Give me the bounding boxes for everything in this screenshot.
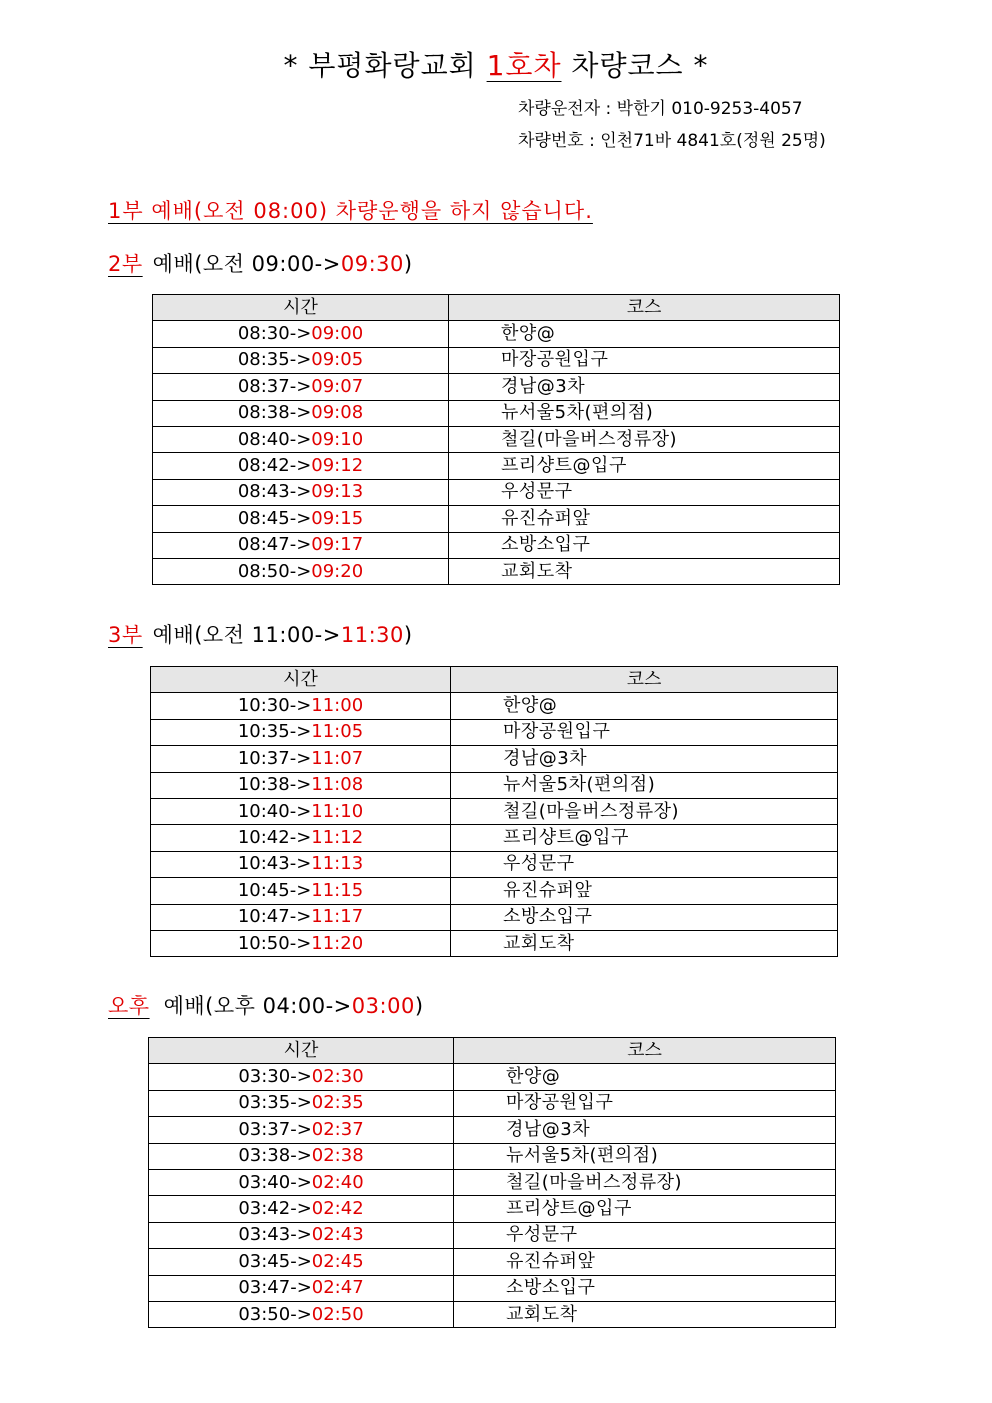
section-close: ) [403,252,413,276]
arrival-time: 11:20 [311,932,364,954]
departure-time: 10:47-> [237,906,312,928]
course-stop: 프리샹트@입구 [454,1196,836,1222]
table-row [151,930,838,956]
time-cell [151,825,451,851]
course-column-header: 코스 [451,667,838,693]
course-stop: 소방소입구 [449,532,840,558]
arrival-time: 09:15 [311,507,364,529]
course-stop: 철길(마을버스정류장) [454,1169,836,1195]
time-cell [151,798,451,824]
departure-time: 08:50-> [237,560,312,582]
table-row [149,1090,836,1116]
table-row [153,374,840,400]
table-row [151,904,838,930]
title-car-number: 1호차 [486,49,562,82]
table-row [149,1275,836,1301]
table-header-row [151,667,838,693]
departure-time: 08:47-> [237,534,312,556]
departure-time: 10:37-> [237,747,312,769]
departure-time: 10:40-> [237,800,312,822]
course-stop: 유진슈퍼앞 [454,1249,836,1275]
course-stop: 마장공원입구 [454,1090,836,1116]
time-cell [149,1275,454,1301]
arrival-time: 11:10 [311,800,364,822]
arrival-time: 02:50 [311,1303,364,1325]
arrival-time: 11:13 [311,853,364,875]
course-stop: 철길(마을버스정류장) [449,426,840,452]
section-label: 예배(오전 11:00-> [152,623,341,647]
time-cell [149,1301,454,1327]
time-cell [153,532,449,558]
table-row [153,321,840,347]
table-row [153,532,840,558]
time-cell [153,426,449,452]
arrival-time: 11:15 [311,879,364,901]
departure-time: 03:50-> [238,1303,312,1325]
departure-time: 03:40-> [238,1171,312,1193]
title-prefix: * 부평화랑교회 [283,49,487,82]
title-suffix: 차량코스 * [561,49,709,82]
table-row [153,347,840,373]
section-close: ) [414,994,424,1018]
table-row [151,878,838,904]
time-cell [149,1143,454,1169]
time-cell [153,347,449,373]
course-stop: 우성문구 [449,479,840,505]
section-end-time: 09:30 [340,252,404,276]
schedule-table-2bu [152,294,840,585]
departure-time: 03:45-> [238,1250,312,1272]
time-cell [151,930,451,956]
time-cell [149,1064,454,1090]
time-cell [149,1090,454,1116]
course-stop: 소방소입구 [454,1275,836,1301]
course-column-header: 코스 [454,1038,836,1064]
course-stop: 한양@ [451,693,838,719]
table-row [153,479,840,505]
table-row [149,1196,836,1222]
time-cell [153,453,449,479]
time-cell [153,400,449,426]
course-stop: 뉴서울5차(편의점) [451,772,838,798]
table-row [149,1064,836,1090]
time-column-header: 시간 [151,667,451,693]
table-row [151,693,838,719]
departure-time: 08:43-> [237,481,312,503]
table-row [153,558,840,584]
arrival-time: 02:45 [311,1250,364,1272]
time-cell [151,746,451,772]
time-cell [149,1196,454,1222]
time-cell [153,374,449,400]
course-stop: 유진슈퍼앞 [451,878,838,904]
departure-time: 03:38-> [238,1145,312,1167]
table-header-row [149,1038,836,1064]
arrival-time: 11:00 [311,695,364,717]
time-cell [151,693,451,719]
arrival-time: 09:07 [311,375,364,397]
course-stop: 프리샹트@입구 [449,453,840,479]
departure-time: 10:45-> [237,879,312,901]
section-close: ) [403,623,413,647]
table-header-row [153,295,840,321]
table-row [153,506,840,532]
section-heading-afternoon [108,990,424,1020]
departure-time: 03:35-> [238,1092,312,1114]
course-stop: 철길(마을버스정류장) [451,798,838,824]
arrival-time: 02:43 [311,1224,364,1246]
arrival-time: 09:12 [311,455,364,477]
departure-time: 10:42-> [237,827,312,849]
arrival-time: 09:17 [311,534,364,556]
table-row [149,1301,836,1327]
table-row [151,851,838,877]
course-stop: 한양@ [449,321,840,347]
departure-time: 08:38-> [237,402,312,424]
departure-time: 08:30-> [237,323,312,345]
time-cell [149,1169,454,1195]
course-column-header: 코스 [449,295,840,321]
table-row [153,426,840,452]
table-row [151,772,838,798]
departure-time: 03:47-> [238,1277,312,1299]
departure-time: 10:50-> [237,932,312,954]
time-cell [151,851,451,877]
arrival-time: 09:05 [311,349,364,371]
course-stop: 경남@3차 [449,374,840,400]
table-row [149,1249,836,1275]
departure-time: 03:43-> [238,1224,312,1246]
arrival-time: 09:20 [311,560,364,582]
departure-time: 08:40-> [237,428,312,450]
time-cell [153,321,449,347]
course-stop: 마장공원입구 [449,347,840,373]
departure-time: 03:30-> [238,1066,312,1088]
vehicle-info: 차량번호 : 인천71바 4841호(정원 25명) [518,131,826,151]
section-heading-2bu [108,248,413,278]
driver-info: 차량운전자 : 박한기 010-9253-4057 [518,99,803,119]
course-stop: 소방소입구 [451,904,838,930]
section-number: 오후 [108,994,150,1018]
table-row [151,746,838,772]
course-stop: 뉴서울5차(편의점) [449,400,840,426]
time-cell [151,904,451,930]
course-stop: 한양@ [454,1064,836,1090]
time-cell [149,1222,454,1248]
departure-time: 08:45-> [237,507,312,529]
time-cell [153,479,449,505]
course-stop: 마장공원입구 [451,719,838,745]
time-cell [153,558,449,584]
departure-time: 10:43-> [237,853,312,875]
course-stop: 뉴서울5차(편의점) [454,1143,836,1169]
arrival-time: 09:10 [311,428,364,450]
schedule-table-afternoon [148,1037,836,1328]
table-row [153,400,840,426]
arrival-time: 09:13 [311,481,364,503]
time-cell [151,878,451,904]
section-end-time: 03:00 [351,994,415,1018]
course-stop: 교회도착 [454,1301,836,1327]
departure-time: 10:30-> [237,695,312,717]
table-row [149,1143,836,1169]
course-stop: 교회도착 [449,558,840,584]
section-number: 2부 [108,252,143,276]
table-row [153,453,840,479]
departure-time: 10:38-> [237,774,312,796]
section-heading-3bu [108,619,413,649]
section-number: 3부 [108,623,143,647]
table-row [149,1169,836,1195]
arrival-time: 11:07 [311,747,364,769]
course-stop: 우성문구 [451,851,838,877]
arrival-time: 02:47 [311,1277,364,1299]
departure-time: 03:37-> [238,1118,312,1140]
arrival-time: 11:05 [311,721,364,743]
course-stop: 프리샹트@입구 [451,825,838,851]
arrival-time: 11:12 [311,827,364,849]
schedule-table-3bu [150,666,838,957]
time-column-header: 시간 [153,295,449,321]
table-row [149,1117,836,1143]
arrival-time: 02:35 [311,1092,364,1114]
page-title [0,44,992,84]
time-cell [151,772,451,798]
arrival-time: 11:17 [311,906,364,928]
arrival-time: 09:00 [311,323,364,345]
arrival-time: 02:37 [311,1118,364,1140]
departure-time: 08:37-> [237,375,312,397]
time-cell [149,1249,454,1275]
departure-time: 10:35-> [237,721,312,743]
table-row [149,1222,836,1248]
course-stop: 교회도착 [451,930,838,956]
course-stop: 경남@3차 [454,1117,836,1143]
arrival-time: 02:40 [311,1171,364,1193]
arrival-time: 02:30 [311,1066,364,1088]
time-cell [149,1117,454,1143]
table-row [151,825,838,851]
time-column-header: 시간 [149,1038,454,1064]
service-1-notice: 1부 예배(오전 08:00) 차량운행을 하지 않습니다. [108,199,593,223]
arrival-time: 02:42 [311,1198,364,1220]
departure-time: 08:42-> [237,455,312,477]
time-cell [151,719,451,745]
section-label: 예배(오전 09:00-> [152,252,341,276]
arrival-time: 09:08 [311,402,364,424]
time-cell [153,506,449,532]
departure-time: 08:35-> [237,349,312,371]
course-stop: 유진슈퍼앞 [449,506,840,532]
table-row [151,798,838,824]
section-label: 예배(오후 04:00-> [163,994,352,1018]
section-end-time: 11:30 [340,623,404,647]
arrival-time: 02:38 [311,1145,364,1167]
table-row [151,719,838,745]
departure-time: 03:42-> [238,1198,312,1220]
course-stop: 우성문구 [454,1222,836,1248]
course-stop: 경남@3차 [451,746,838,772]
arrival-time: 11:08 [311,774,364,796]
